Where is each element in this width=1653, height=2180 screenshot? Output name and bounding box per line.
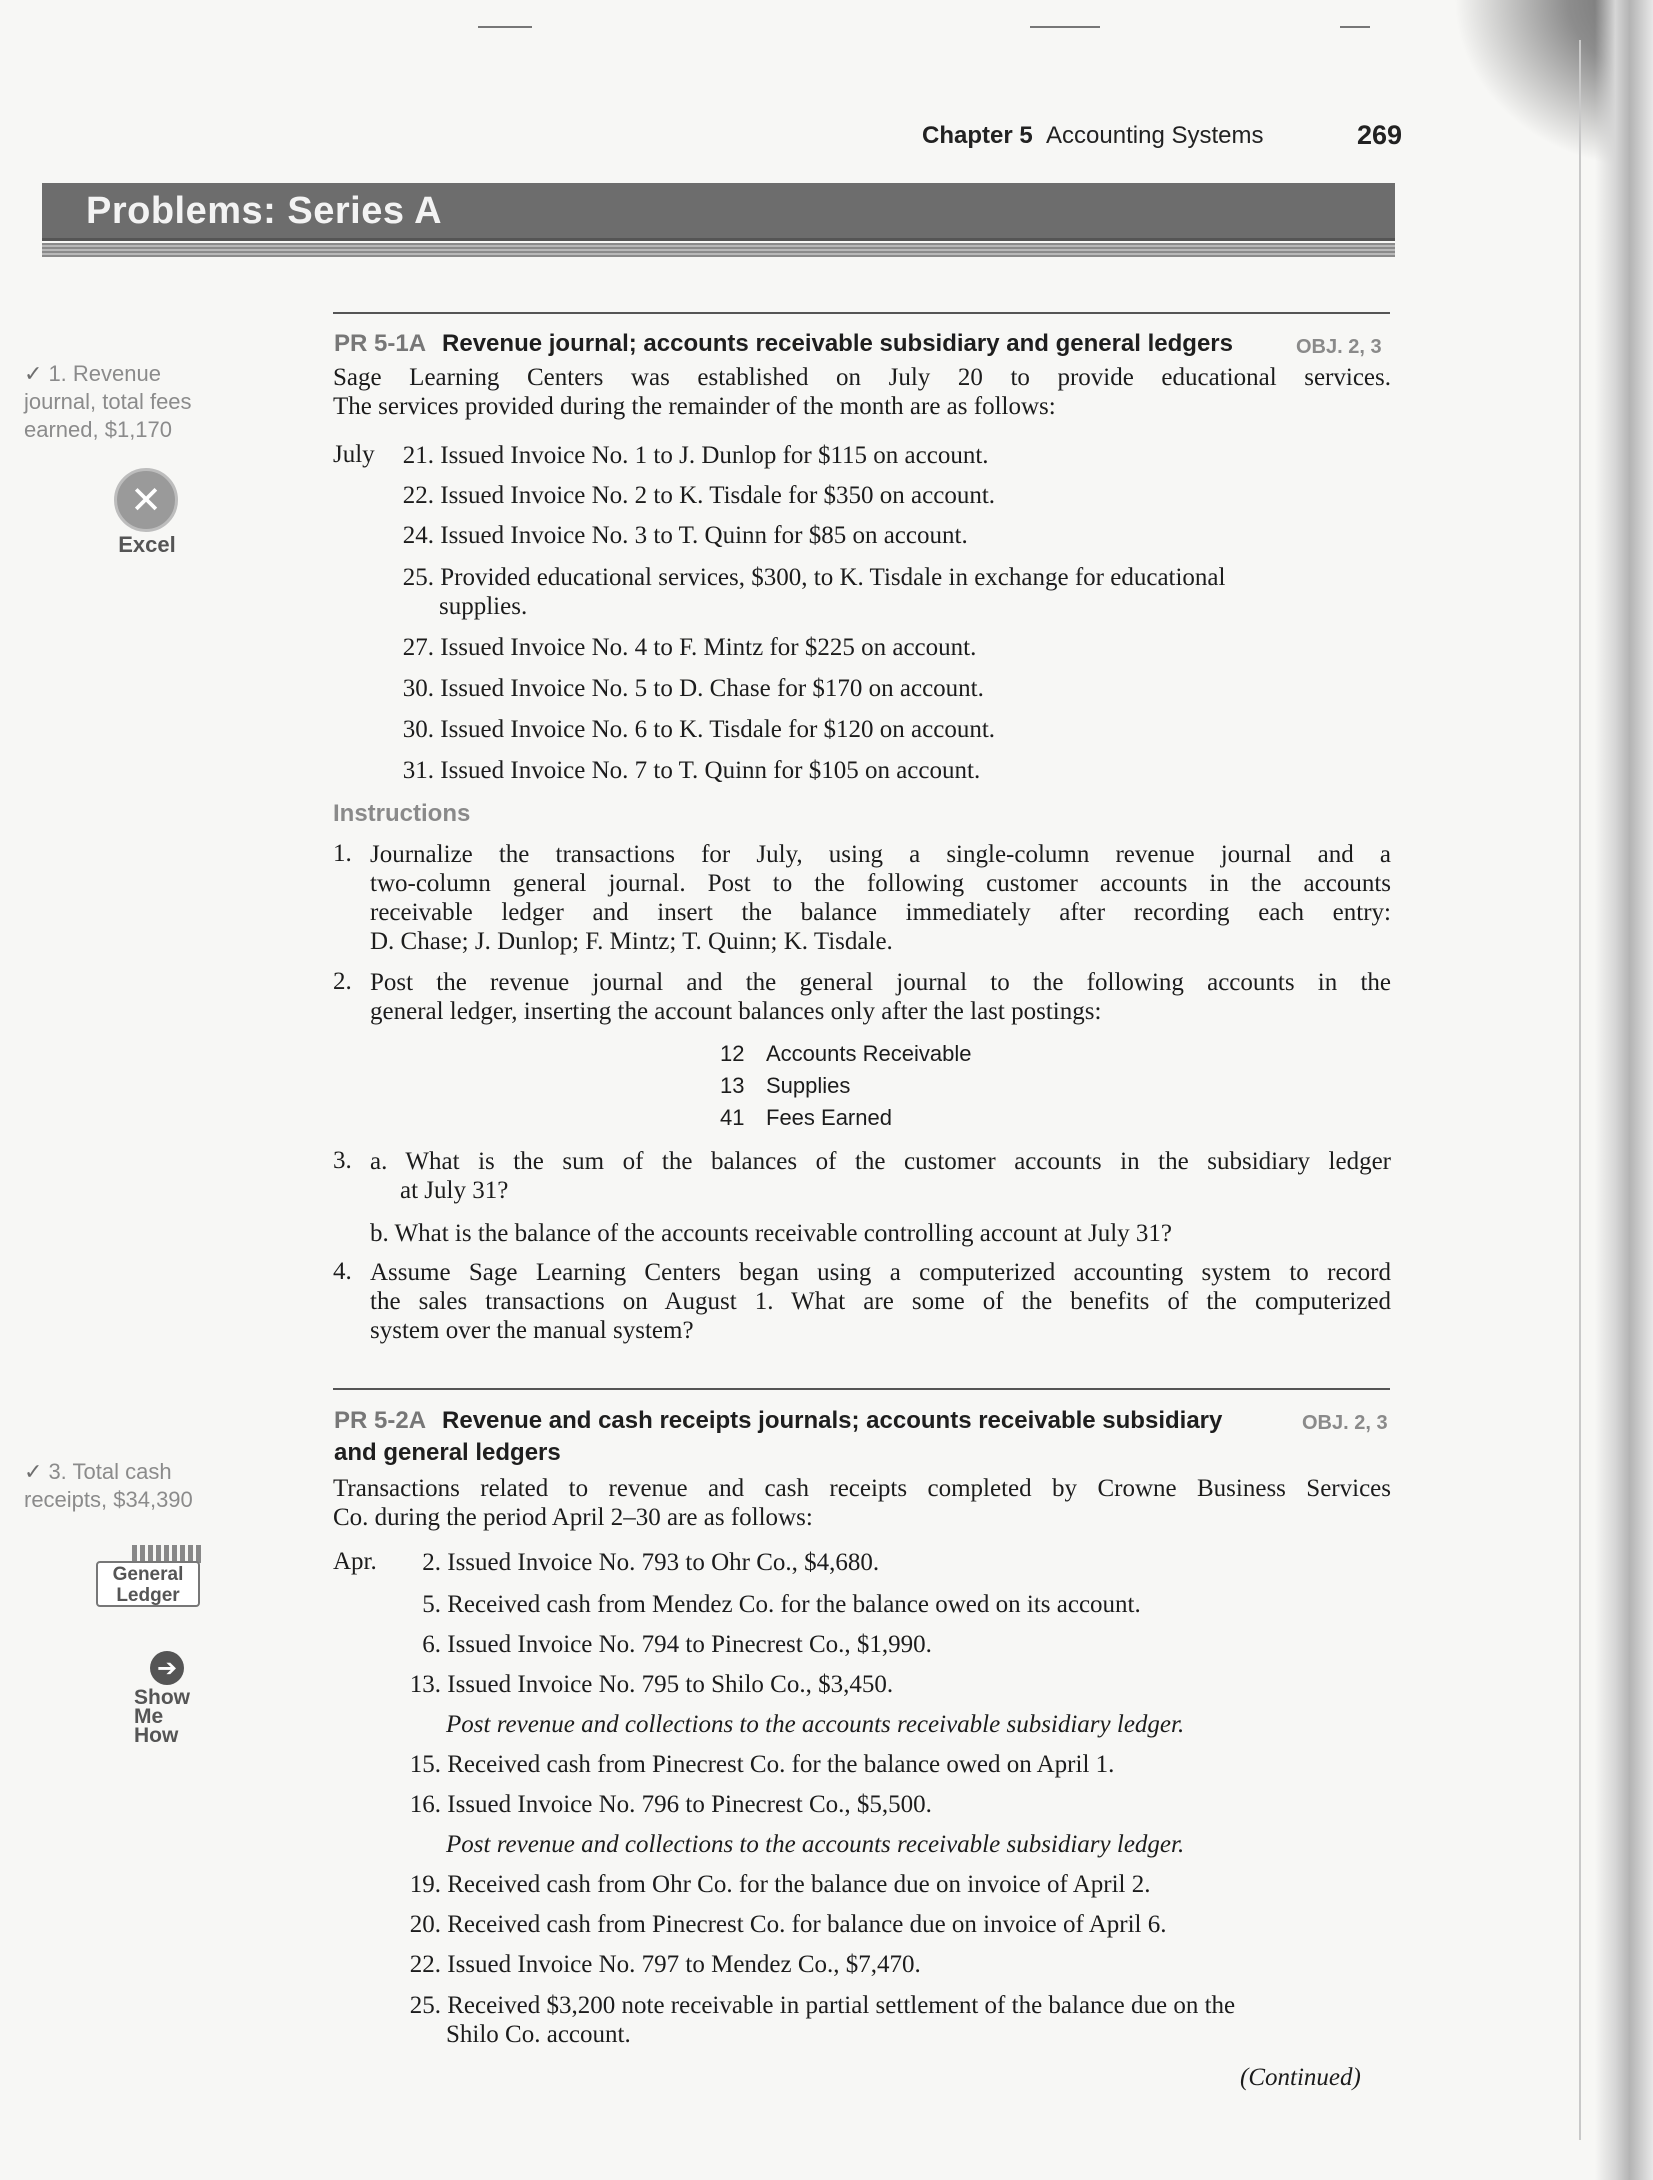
transaction-item: 25. Provided educational services, $300, to K. Tisdale in exchange for educational [402,564,1226,591]
excel-icon: ✕ [114,468,178,532]
section-band-stripe [42,243,1395,257]
transaction-item: 27. Issued Invoice No. 4 to F. Mintz for $225 on account. [402,634,977,661]
show-me-how-label: Show Me How [134,1686,190,1747]
instruction-number: 1. [333,840,352,867]
transaction-item: 22. Issued Invoice No. 797 to Mendez Co., $7,470. [409,1951,921,1978]
transaction-item: 30. Issued Invoice No. 6 to K. Tisdale for $120 on account. [402,716,996,743]
transaction-item: 20. Received cash from Pinecrest Co. for balance due on invoice of April 6. [409,1911,1167,1938]
problem-2-intro: Transactions related to revenue and cash receipts completed by Crowne Business Services Co. during the period April 2–30 are as follows: [333,1475,1391,1531]
margin-check-answer-1: ✓ 1. Revenue journal, total fees earned, $1,170 [24,361,192,442]
problem-2-heading [334,1405,1222,1469]
running-head [922,122,1263,150]
account-item: 13 Supplies [720,1073,851,1098]
problem-title-continued: and general ledgers [334,1439,561,1466]
transaction-item: 22. Issued Invoice No. 2 to K. Tisdale for $350 on account. [402,482,996,509]
scan-mark [478,26,532,28]
scan-streak [1579,40,1581,2140]
excel-label: Excel [118,532,176,557]
account-list [720,1038,971,1134]
checkmark-icon: ✓ [24,1459,43,1484]
page-number: 269 [1357,120,1403,150]
transaction-item: 30. Issued Invoice No. 5 to D. Chase for $170 on account. [402,675,984,702]
arrow-right-icon: ➔ [150,1651,184,1685]
month-label: Apr. [333,1548,377,1575]
chapter-label: Chapter 5 [922,122,1033,149]
problem-code: PR 5-1A [334,330,427,357]
instruction-number: 3. [333,1147,352,1174]
transaction-item: 24. Issued Invoice No. 3 to T. Quinn for $85 on account. [402,522,968,549]
transaction-item: 31. Issued Invoice No. 7 to T. Quinn for $105 on account. [402,757,981,784]
transaction-item: 2. Issued Invoice No. 793 to Ohr Co., $4,680. [422,1549,880,1576]
objective-tag: OBJ. 2, 3 [1296,336,1382,358]
instruction-4: Assume Sage Learning Centers began using a computerized accounting system to record the sales transactions on August 1. What are some of the benefits of the computerized system over the manual system? [370,1259,1391,1344]
transaction-item-continued: supplies. [439,593,528,620]
posting-note: Post revenue and collections to the accounts receivable subsidiary ledger. [446,1831,1185,1858]
account-item: 41 Fees Earned [720,1105,892,1130]
objective-tag: OBJ. 2, 3 [1302,1412,1388,1434]
transaction-item: 25. Received $3,200 note receivable in partial settlement of the balance due on the [409,1992,1236,2019]
instruction-3b: b. What is the balance of the accounts receivable controlling account at July 31? [370,1220,1173,1247]
month-label: July [333,441,375,468]
margin-check-answer-3: ✓ 3. Total cash receipts, $34,390 [24,1459,193,1512]
posting-note: Post revenue and collections to the accounts receivable subsidiary ledger. [446,1711,1185,1738]
transaction-item: 6. Issued Invoice No. 794 to Pinecrest Co., $1,990. [422,1631,932,1658]
checkmark-icon: ✓ [24,361,43,386]
section-title: Problems: Series A [86,190,443,232]
instruction-1: Journalize the transactions for July, using a single-column revenue journal and a two-column general journal. Post to the following customer accounts in the accounts receivable ledger and insert the balance immediately after recording each entry: D. Chase; J. Dunlop; F. Mintz; T. Quinn; K. Tisdale. [370,841,1391,955]
transaction-item-continued: Shilo Co. account. [446,2021,631,2048]
scan-mark [1340,26,1370,28]
page-binding-edge [1595,0,1653,2180]
transaction-item: 21. Issued Invoice No. 1 to J. Dunlop for $115 on account. [402,442,989,469]
instruction-3a: a. What is the sum of the balances of the customer accounts in the subsidiary ledger at July 31? [370,1148,1391,1204]
instructions-heading: Instructions [333,800,471,827]
instruction-number: 2. [333,968,352,995]
problem-rule [333,1388,1390,1390]
account-item: 12 Accounts Receivable [720,1041,972,1066]
instruction-2: Post the revenue journal and the general journal to the following accounts in the general ledger, inserting the account balances only after the last postings: [370,969,1391,1025]
transaction-item: 15. Received cash from Pinecrest Co. for the balance owed on April 1. [409,1751,1115,1778]
chapter-title: Accounting Systems [1046,122,1264,149]
transaction-item: 16. Issued Invoice No. 796 to Pinecrest Co., $5,500. [409,1791,932,1818]
scan-mark [1030,26,1100,28]
problem-1-intro: Sage Learning Centers was established on July 20 to provide educational services. The services provided during the remainder of the month are as follows: [333,364,1391,420]
problem-rule [333,312,1390,314]
transaction-item: 19. Received cash from Ohr Co. for the balance due on invoice of April 2. [409,1871,1151,1898]
transaction-item: 13. Issued Invoice No. 795 to Shilo Co., $3,450. [409,1671,894,1698]
problem-code: PR 5-2A [334,1407,427,1434]
continued-label: (Continued) [1240,2064,1361,2091]
instruction-number: 4. [333,1258,352,1285]
problem-title: Revenue journal; accounts receivable subsidiary and general ledgers [442,330,1233,357]
problem-1-heading [334,330,1233,358]
problem-title: Revenue and cash receipts journals; accounts receivable subsidiary [442,1407,1223,1434]
transaction-item: 5. Received cash from Mendez Co. for the balance owed on its account. [422,1591,1141,1618]
general-ledger-icon: General Ledger [96,1545,206,1607]
